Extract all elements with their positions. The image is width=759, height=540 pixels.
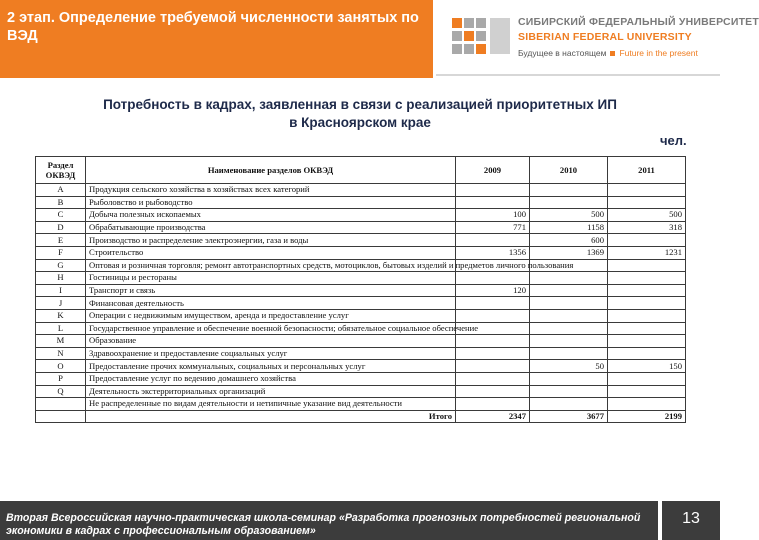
table-row	[36, 234, 686, 247]
row-value-2010	[530, 184, 608, 197]
row-code: N	[36, 347, 86, 360]
table-row	[36, 196, 686, 209]
row-value-2011	[608, 272, 686, 285]
row-value-2009	[456, 196, 530, 209]
row-code: F	[36, 246, 86, 259]
table-row	[36, 184, 686, 197]
row-code: A	[36, 184, 86, 197]
row-value-2010	[530, 322, 608, 335]
tagline-en: Future in the present	[619, 48, 698, 58]
header-code: Раздел ОКВЭД	[36, 157, 86, 184]
row-value-2009	[456, 372, 530, 385]
row-code: J	[36, 297, 86, 310]
row-name: Деятельность экстерриториальных организаций	[86, 385, 456, 398]
row-name: Финансовая деятельность	[86, 297, 456, 310]
row-value-2010	[530, 309, 608, 322]
row-value-2010	[530, 272, 608, 285]
staff-demand-table	[35, 156, 686, 423]
row-value-2011	[608, 347, 686, 360]
page-number: 13	[682, 510, 700, 527]
row-value-2009	[456, 360, 530, 373]
row-code: I	[36, 284, 86, 297]
row-value-2010	[530, 398, 608, 411]
row-value-2011	[608, 196, 686, 209]
table-body	[36, 184, 686, 423]
row-value-2009	[456, 309, 530, 322]
data-table-container	[35, 156, 685, 454]
row-name: Оптовая и розничная торговля; ремонт автотранспортных средств, мотоциклов, бытовых изделий и предметов личного пользования	[86, 259, 456, 272]
table-row	[36, 322, 686, 335]
row-name: Добыча полезных ископаемых	[86, 209, 456, 222]
row-value-2010: 1158	[530, 221, 608, 234]
sfu-logo-icon	[450, 14, 514, 58]
table-row	[36, 398, 686, 411]
row-value-2010: 600	[530, 234, 608, 247]
table-row	[36, 221, 686, 234]
row-code: P	[36, 372, 86, 385]
tagline-ru: Будущее в настоящем	[518, 48, 607, 58]
table-row	[36, 284, 686, 297]
footer-text: Вторая Всероссийская научно-практическая школа-семинар «Разработка прогнозных потребностей региональной экономики в кадрах с профессиональным образованием»	[6, 512, 641, 537]
row-name: Государственное управление и обеспечение военной безопасности; обязательное социальное обеспечение	[86, 322, 456, 335]
row-name: Предоставление услуг по ведению домашнего хозяйства	[86, 372, 456, 385]
header-2011: 2011	[608, 157, 686, 184]
logo-tagline	[518, 48, 698, 58]
row-value-2010	[530, 196, 608, 209]
row-value-2010	[530, 347, 608, 360]
row-value-2010	[530, 335, 608, 348]
row-name: Образование	[86, 335, 456, 348]
total-blank	[36, 410, 86, 423]
row-code: O	[36, 360, 86, 373]
row-code: C	[36, 209, 86, 222]
header-2010: 2010	[530, 157, 608, 184]
header-2009: 2009	[456, 157, 530, 184]
row-value-2009	[456, 234, 530, 247]
row-code	[36, 398, 86, 411]
table-total-row	[36, 410, 686, 423]
row-code: K	[36, 309, 86, 322]
row-name: Рыболовство и рыбоводство	[86, 196, 456, 209]
row-value-2011	[608, 322, 686, 335]
row-code: L	[36, 322, 86, 335]
row-name: Продукция сельского хозяйства в хозяйствах всех категорий	[86, 184, 456, 197]
logo-divider	[436, 74, 720, 76]
header-name: Наименование разделов ОКВЭД	[86, 157, 456, 184]
table-row	[36, 272, 686, 285]
row-name: Гостиницы и рестораны	[86, 272, 456, 285]
table-header-row	[36, 157, 686, 184]
total-value-2010: 3677	[530, 410, 608, 423]
table-row	[36, 209, 686, 222]
row-code: D	[36, 221, 86, 234]
row-code: Q	[36, 385, 86, 398]
row-code: E	[36, 234, 86, 247]
total-label: Итого	[86, 410, 456, 423]
row-code: H	[36, 272, 86, 285]
row-value-2009	[456, 398, 530, 411]
row-value-2011	[608, 297, 686, 310]
row-value-2011	[608, 385, 686, 398]
row-value-2011	[608, 234, 686, 247]
row-value-2011	[608, 372, 686, 385]
row-value-2009	[456, 347, 530, 360]
table-row	[36, 246, 686, 259]
row-name: Операции с недвижимым имуществом, аренда и предоставление услуг	[86, 309, 456, 322]
table-row	[36, 335, 686, 348]
row-code: M	[36, 335, 86, 348]
row-value-2011	[608, 284, 686, 297]
row-name: Производство и распределение электроэнергии, газа и воды	[86, 234, 456, 247]
table-row	[36, 259, 686, 272]
row-value-2009	[456, 184, 530, 197]
row-value-2011: 318	[608, 221, 686, 234]
unit-label: чел.	[660, 133, 687, 148]
row-value-2011	[608, 184, 686, 197]
row-value-2010: 50	[530, 360, 608, 373]
row-name: Здравоохранение и предоставление социальных услуг	[86, 347, 456, 360]
row-value-2009	[456, 297, 530, 310]
row-value-2009	[456, 272, 530, 285]
row-code: B	[36, 196, 86, 209]
total-value-2011: 2199	[608, 410, 686, 423]
row-value-2010	[530, 372, 608, 385]
slide-title: 2 этап. Определение требуемой численности занятых по ВЭД	[7, 10, 419, 44]
table-row	[36, 309, 686, 322]
logo-text-ru: СИБИРСКИЙ ФЕДЕРАЛЬНЫЙ УНИВЕРСИТЕТ	[518, 16, 759, 28]
row-value-2011: 150	[608, 360, 686, 373]
row-value-2010	[530, 284, 608, 297]
row-value-2009: 1356	[456, 246, 530, 259]
row-value-2009: 100	[456, 209, 530, 222]
row-value-2010	[530, 385, 608, 398]
row-code: G	[36, 259, 86, 272]
table-row	[36, 360, 686, 373]
table-row	[36, 297, 686, 310]
row-name: Предоставление прочих коммунальных, социальных и персональных услуг	[86, 360, 456, 373]
table-row	[36, 347, 686, 360]
row-name: Транспорт и связь	[86, 284, 456, 297]
row-value-2010	[530, 297, 608, 310]
row-value-2009: 120	[456, 284, 530, 297]
row-value-2011: 500	[608, 209, 686, 222]
table-row	[36, 372, 686, 385]
row-value-2009	[456, 385, 530, 398]
row-value-2010: 1369	[530, 246, 608, 259]
row-value-2010: 500	[530, 209, 608, 222]
row-name: Не распределенные по видам деятельности и нетипичные указание вид деятельности	[86, 398, 456, 411]
row-value-2009: 771	[456, 221, 530, 234]
row-value-2011	[608, 335, 686, 348]
row-value-2011: 1231	[608, 246, 686, 259]
row-name: Обрабатывающие производства	[86, 221, 456, 234]
row-value-2009	[456, 335, 530, 348]
row-name: Строительство	[86, 246, 456, 259]
row-value-2011	[608, 309, 686, 322]
row-value-2011	[608, 398, 686, 411]
row-value-2011	[608, 259, 686, 272]
logo-text-en: SIBERIAN FEDERAL UNIVERSITY	[518, 31, 692, 43]
tagline-dot-icon	[610, 51, 615, 56]
table-row	[36, 385, 686, 398]
total-value-2009: 2347	[456, 410, 530, 423]
table-title: Потребность в кадрах, заявленная в связи с реализацией приоритетных ИП в Красноярском крае	[103, 97, 617, 130]
